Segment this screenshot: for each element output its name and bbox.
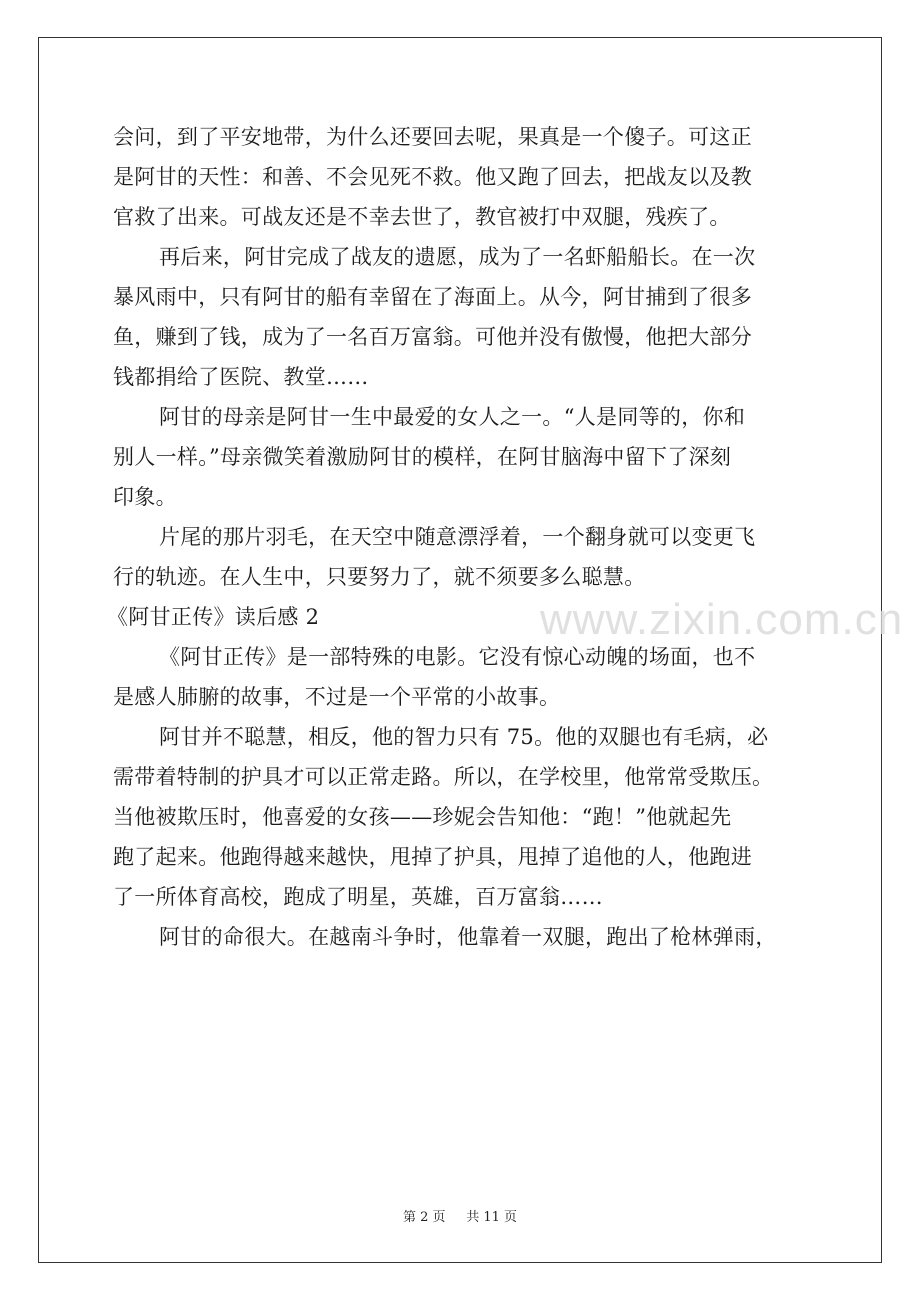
total-pages: 共 11 页	[466, 1210, 518, 1225]
text-line: 是阿甘的天性：和善、不会见死不救。他又跑了回去，把战友以及教	[113, 165, 752, 189]
text-line: 会问，到了平安地带，为什么还要回去呢，果真是一个傻子。可这正	[113, 125, 752, 149]
paragraph-start: 片尾的那片羽毛，在天空中随意漂浮着，一个翻身就可以变更飞	[159, 525, 756, 549]
page-footer	[0, 1206, 920, 1225]
watermark: www.zixin.com.cn	[540, 595, 904, 644]
text-line: 印象。	[113, 485, 177, 509]
text-line: 是感人肺腑的故事，不过是一个平常的小故事。	[113, 685, 561, 709]
text-line: 了一所体育高校，跑成了明星，英雄，百万富翁……	[113, 885, 603, 909]
document-body	[107, 117, 823, 957]
text-line: 官救了出来。可战友还是不幸去世了，教官被打中双腿，残疾了。	[113, 205, 731, 229]
paragraph-start: 《阿甘正传》是一部特殊的电影。它没有惊心动魄的场面，也不	[159, 645, 756, 669]
text-line: 别人一样。”母亲微笑着激励阿甘的模样，在阿甘脑海中留下了深刻	[113, 445, 732, 469]
paragraph-start: 阿甘的命很大。在越南斗争时，他靠着一双腿，跑出了枪林弹雨，	[159, 925, 777, 949]
text-line: 跑了起来。他跑得越来越快，甩掉了护具，甩掉了追他的人，他跑进	[113, 845, 752, 869]
paragraph-start: 阿甘并不聪慧，相反，他的智力只有 75。他的双腿也有毛病，必	[159, 725, 769, 749]
section-heading: 《阿甘正传》读后感 2	[107, 605, 320, 629]
text-line: 钱都捐给了医院、教堂……	[113, 365, 369, 389]
paragraph-start: 再后来，阿甘完成了战友的遗愿，成为了一名虾船船长。在一次	[159, 245, 756, 269]
text-line: 当他被欺压时，他喜爱的女孩——珍妮会告知他：“跑！”他就起先	[113, 805, 732, 829]
text-line: 鱼，赚到了钱，成为了一名百万富翁。可他并没有傲慢，他把大部分	[113, 325, 752, 349]
text-line: 暴风雨中，只有阿甘的船有幸留在了海面上。从今，阿甘捕到了很多	[113, 285, 752, 309]
text-line: 需带着特制的护具才可以正常走路。所以，在学校里，他常常受欺压。	[113, 765, 774, 789]
text-line: 行的轨迹。在人生中，只要努力了，就不须要多么聪慧。	[113, 565, 646, 589]
page-number: 第 2 页	[402, 1210, 446, 1225]
paragraph-start: 阿甘的母亲是阿甘一生中最爱的女人之一。“人是同等的，你和	[159, 405, 746, 429]
